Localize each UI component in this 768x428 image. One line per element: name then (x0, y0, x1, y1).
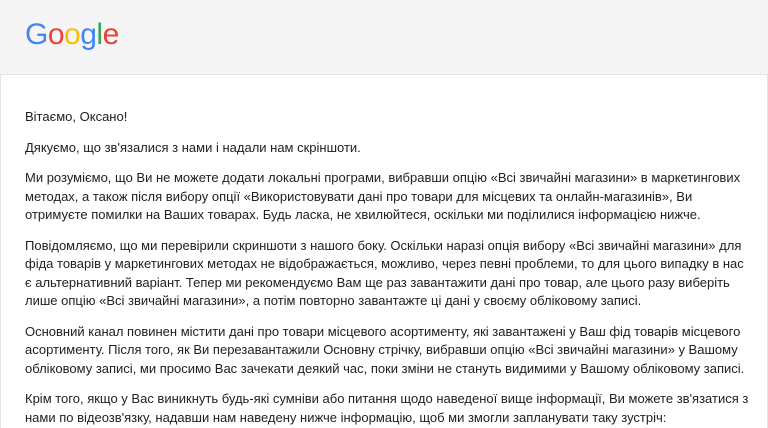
email-body (0, 75, 768, 428)
logo-letter: o (64, 18, 81, 51)
paragraph-checked: Повідомляємо, що ми перевірили скриншоти з нашого боку. Оскільки наразі опція вибору «Всі звичайні магазини» для фіда товарів у маркетингових методах не відображається, можливо, через певні проблеми, то для цього випадку в нас є альтернативний варіант. Тепер ми рекомендуємо Вам ще раз завантажити дані про товар, але цього разу виберіть лише опцію «Всі звичайні магазини», а потім повторно завантажте ці дані у своєму обліковому записі. (25, 237, 744, 308)
paragraph-understanding: Ми розуміємо, що Ви не можете додати локальні програми, вибравши опцію «Всі звичайні магазини» в маркетингових методах, а також після вибору опції «Використовувати дані про товари для місцевих та онлайн-магазинів», Ви отримуєте помилки на Ваших товарах. Будь ласка, не хвилюйтеся, оскільки ми поділилися інформацією нижче. (25, 170, 741, 222)
logo-letter: g (80, 18, 97, 51)
google-logo (25, 17, 119, 53)
logo-letter: o (47, 18, 65, 51)
logo-letter: G (25, 18, 48, 51)
email-header (0, 0, 768, 75)
paragraph-contact: Крім того, якщо у Вас виникнуть будь-які сумніви або питання щодо наведеної вище інформації, Ви можете зв'язатися з нами по відеозв'язку, надавши нам наведену нижче інформацію, щоб ми змогли запланувати таку зустріч: (25, 391, 749, 425)
logo-letter: l (96, 18, 103, 51)
logo-letter: e (102, 18, 119, 51)
greeting: Вітаємо, Оксано! (25, 109, 128, 124)
paragraph-main-feed: Основний канал повинен містити дані про товари місцевого асортименту, які завантажені у Ваш фід товарів місцевого асортименту. Після того, як Ви перезавантажили Основну стрічку, вибравши опцію «Всі звичайні магазини» у Вашому обліковому записі, ми просимо Вас зачекати деякий час, поки зміни не стануть видимими у Вашому обліковому записі. (25, 323, 745, 376)
paragraph-thanks: Дякуємо, що зв'язалися з нами і надали нам скріншоти. (25, 139, 361, 155)
